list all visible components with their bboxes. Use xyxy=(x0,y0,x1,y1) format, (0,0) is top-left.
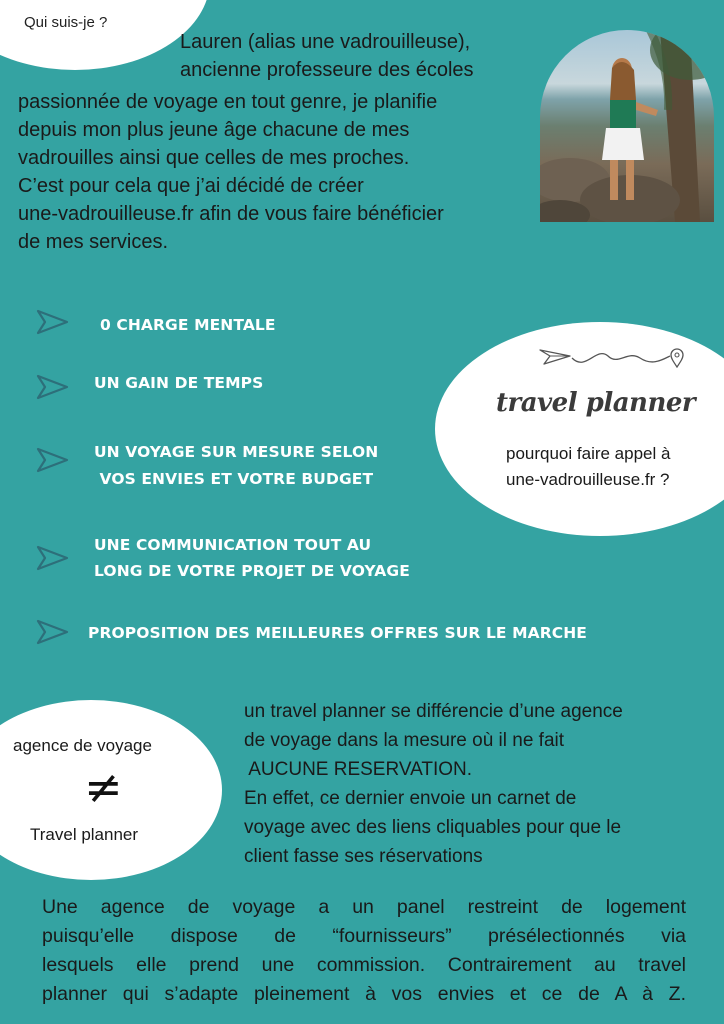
not-equal-symbol: ≠ xyxy=(84,760,123,814)
conclusion-line: Une agence de voyage a un panel restreint de logement xyxy=(42,896,686,918)
difference-line: un travel planner se différencie d’une agence xyxy=(244,701,623,722)
travel-planner-subtitle: une-vadrouilleuse.fr ? xyxy=(506,470,670,489)
benefit-item: PROPOSITION DES MEILLEURES OFFRES SUR LE MARCHE xyxy=(88,624,587,642)
portrait-photo xyxy=(540,30,714,222)
chevron-arrow-icon xyxy=(36,373,70,401)
intro-line: passionnée de voyage en tout genre, je planifie xyxy=(18,91,438,113)
qui-suis-je-bubble xyxy=(0,0,210,70)
conclusion-line: planner qui s’adapte pleinement à vos envies et ce de A à Z. xyxy=(42,983,686,1005)
chevron-arrow-icon xyxy=(36,446,70,474)
agence-de-voyage-label: agence de voyage xyxy=(13,736,152,755)
qui-suis-je-label: Qui suis-je ? xyxy=(24,14,108,31)
difference-line: En effet, ce dernier envoie un carnet de xyxy=(244,788,577,809)
intro-line: depuis mon plus jeune âge chacune de mes xyxy=(18,119,410,141)
intro-line: ancienne professeure des écoles xyxy=(180,59,474,81)
chevron-arrow-icon xyxy=(36,308,70,336)
travel-planner-title: travel planner xyxy=(496,388,696,418)
benefit-item: 0 CHARGE MENTALE xyxy=(100,316,276,334)
benefit-item: VOS ENVIES ET VOTRE BUDGET xyxy=(94,470,374,488)
conclusion-line: puisqu’elle dispose de “fournisseurs” présélectionnés via xyxy=(42,925,686,947)
intro-line: de mes services. xyxy=(18,231,169,253)
benefit-item: LONG DE VOTRE PROJET DE VOYAGE xyxy=(94,562,410,580)
chevron-arrow-icon xyxy=(36,544,70,572)
travel-planner-label: Travel planner xyxy=(30,825,139,844)
location-pin-icon xyxy=(670,348,684,368)
paper-plane-icon xyxy=(536,342,686,378)
difference-line: de voyage dans la mesure où il ne fait xyxy=(244,730,565,751)
intro-line: Lauren (alias une vadrouilleuse), xyxy=(180,31,471,53)
chevron-arrow-icon xyxy=(36,618,70,646)
benefit-item: UN GAIN DE TEMPS xyxy=(94,374,264,392)
difference-line: voyage avec des liens cliquables pour que le xyxy=(244,817,622,838)
benefit-item: UNE COMMUNICATION TOUT AU xyxy=(94,536,372,554)
travel-planner-subtitle: pourquoi faire appel à xyxy=(506,444,671,463)
intro-line: vadrouilles ainsi que celles de mes proches. xyxy=(18,147,410,169)
intro-line: une-vadrouilleuse.fr afin de vous faire bénéficier xyxy=(18,203,444,225)
benefit-item: UN VOYAGE SUR MESURE SELON xyxy=(94,443,379,461)
difference-line: client fasse ses réservations xyxy=(244,846,483,867)
intro-line: C’est pour cela que j’ai décidé de créer xyxy=(18,175,364,197)
conclusion-line: lesquels elle prend une commission. Contrairement au travel xyxy=(42,954,686,976)
difference-line: AUCUNE RESERVATION. xyxy=(244,759,473,780)
